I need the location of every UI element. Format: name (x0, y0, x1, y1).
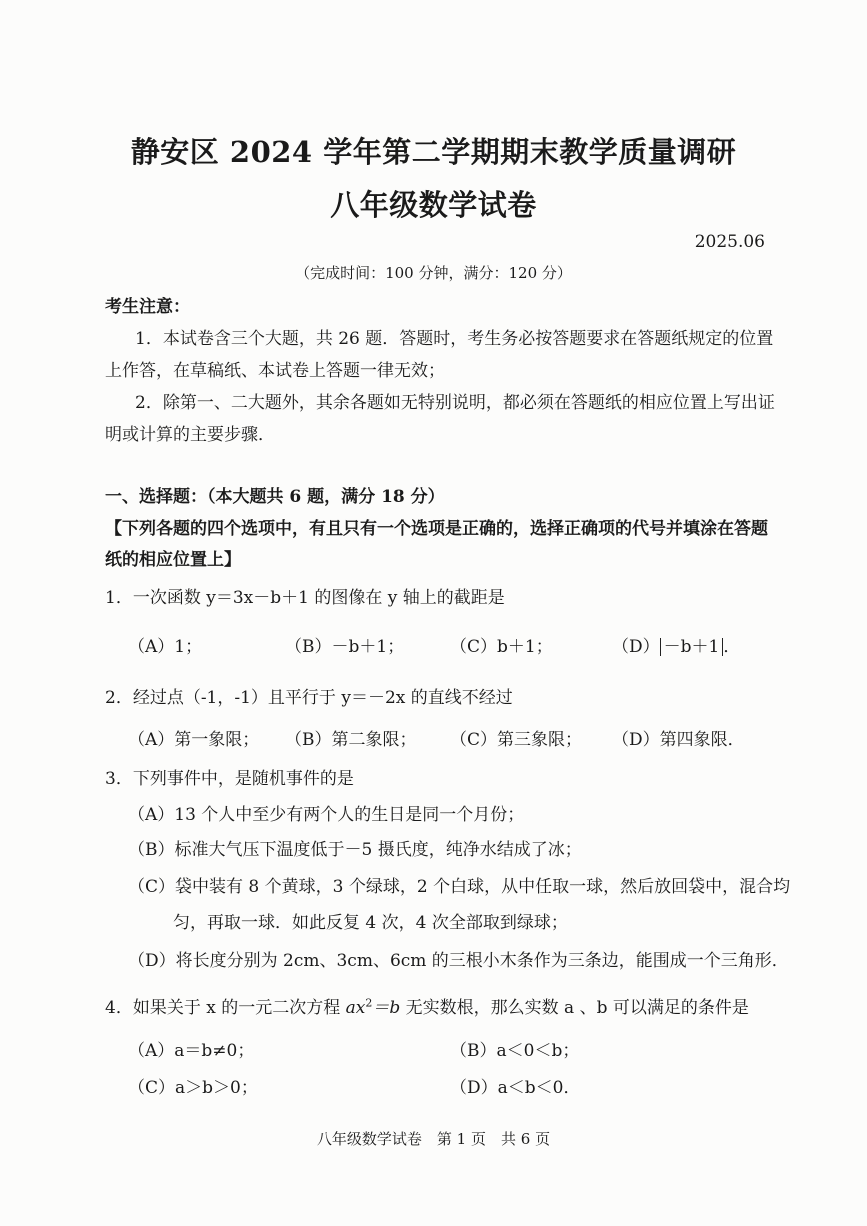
exam-date: 2025.06 (694, 232, 765, 252)
absolute-value-expression: －b＋1 (660, 638, 724, 656)
question-4-stem-part-2: 无实数根，那么实数 a 、b 可以满足的条件是 (400, 998, 749, 1018)
question-1-option-d (612, 632, 740, 657)
question-4-stem-part-1: 4．如果关于 x 的一元二次方程 (105, 998, 346, 1018)
notice-item-1-line-2: 上作答，在草稿纸、本试卷上答题一律无效； (105, 361, 445, 381)
question-1-option-a: （A）1； (128, 637, 203, 657)
question-3-option-d: （D）将长度分别为 2cm、3cm、6cm 的三根小木条作为三条边，能围成一个三角形． (128, 951, 789, 971)
question-3-option-c-line-1: （C）袋中装有 8 个黄球，3 个绿球，2 个白球，从中任取一球，然后放回袋中，混合均 (128, 877, 791, 897)
question-2-option-c: （C）第三象限； (450, 730, 583, 750)
notice-item-2-line-2: 明或计算的主要步骤． (105, 425, 275, 445)
option-d-label: （D） (612, 637, 660, 657)
question-1-option-b: （B）－b＋1； (285, 637, 405, 657)
time-info: （完成时间：100 分钟，满分：120 分） (295, 264, 572, 282)
question-3-option-a: （A）13 个人中至少有两个人的生日是同一个月份； (128, 805, 525, 825)
question-1-stem: 1．一次函数 y＝3x－b＋1 的图像在 y 轴上的截距是 (105, 588, 505, 608)
question-2-option-b: （B）第二象限； (285, 730, 417, 750)
question-4-stem (105, 993, 749, 1018)
option-d-end: ． (723, 637, 741, 657)
section-1-heading: 一、选择题：（本大题共 6 题，满分 18 分） (105, 487, 445, 507)
notice-item-2-line-1: 2．除第一、二大题外，其余各题如无特别说明，都必须在答题纸的相应位置上写出证 (135, 393, 775, 413)
question-4-option-a: （A）a＝b≠0； (128, 1041, 255, 1061)
equation-exponent: 2 (365, 996, 373, 1010)
exam-title: 静安区 2024 学年第二学期期末教学质量调研 (130, 135, 737, 169)
question-2-stem: 2．经过点（-1，-1）且平行于 y＝－2x 的直线不经过 (105, 688, 513, 708)
question-4-option-c: （C）a＞b＞0； (128, 1078, 258, 1098)
question-1-option-c: （C）b＋1； (450, 637, 553, 657)
notice-item-1-line-1: 1．本试卷含三个大题，共 26 题．答题时，考生务必按答题要求在答题纸规定的位置 (135, 329, 774, 349)
question-4-option-b: （B）a＜0＜b； (450, 1041, 580, 1061)
page-footer: 八年级数学试卷 第 1 页 共 6 页 (316, 1130, 551, 1148)
section-1-instruction-line-2: 纸的相应位置上】 (105, 550, 241, 570)
question-2-option-d: （D）第四象限． (612, 730, 745, 750)
equation-lhs: ax (345, 998, 366, 1018)
exam-subtitle: 八年级数学试卷 (330, 188, 537, 222)
section-1-instruction-line-1: 【下列各题的四个选项中，有且只有一个选项是正确的，选择正确项的代号并填涂在答题 (105, 519, 768, 539)
question-4-option-d: （D）a＜b＜0． (450, 1078, 581, 1098)
question-3-option-b: （B）标准大气压下温度低于－5 摄氏度，纯净水结成了冰； (128, 840, 582, 860)
equation-rhs: ＝b (372, 998, 401, 1018)
notice-heading: 考生注意： (105, 297, 190, 317)
question-3-option-c-line-2: 匀，再取一球．如此反复 4 次，4 次全部取到绿球； (173, 913, 568, 933)
question-2-option-a: （A）第一象限； (128, 730, 260, 750)
question-3-stem: 3．下列事件中，是随机事件的是 (105, 769, 354, 789)
